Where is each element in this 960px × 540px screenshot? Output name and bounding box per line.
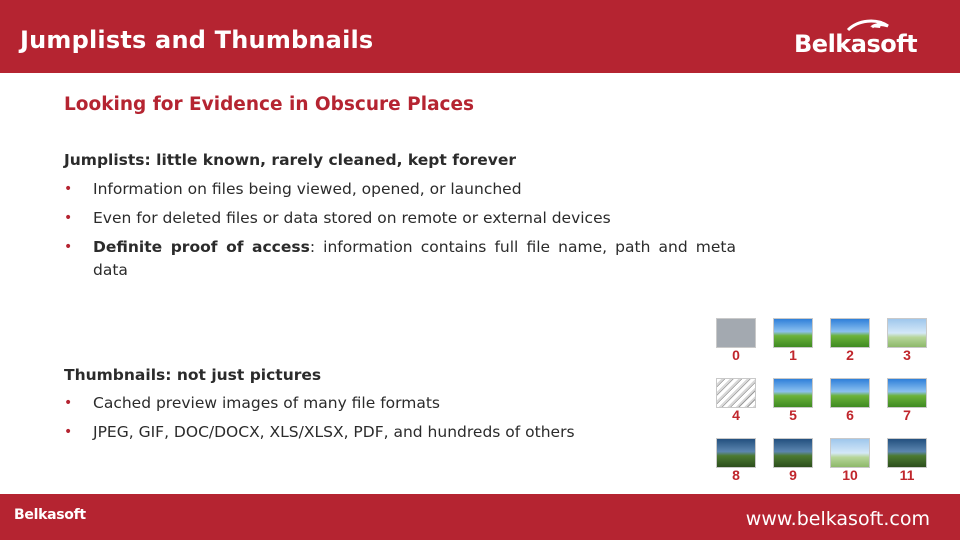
list-item xyxy=(64,207,736,230)
thumbnails-heading: Thumbnails: not just pictures xyxy=(64,366,322,384)
thumbnail-image xyxy=(887,438,927,468)
thumbnail-label: 7 xyxy=(903,407,911,423)
thumbnail-image xyxy=(716,318,756,348)
footer-bar xyxy=(0,494,960,540)
bullet-icon: • xyxy=(64,395,73,411)
bullet-bold-text: Definite proof of access xyxy=(93,238,310,256)
bullet-icon: • xyxy=(64,424,73,440)
thumbnail-image xyxy=(830,378,870,408)
header-bar xyxy=(0,0,960,73)
brand-logo xyxy=(790,18,920,62)
thumbnail-image xyxy=(830,438,870,468)
thumbnail-label: 6 xyxy=(846,407,854,423)
thumbnail-image xyxy=(716,438,756,468)
thumbnail-label: 10 xyxy=(842,467,858,483)
jumplists-heading: Jumplists: little known, rarely cleaned, kept forever xyxy=(64,151,517,169)
thumbnail-grid xyxy=(712,318,932,488)
bullet-text: Information on files being viewed, opened, or launched xyxy=(93,180,522,198)
bullet-icon: • xyxy=(64,239,73,255)
bullet-text: : information contains full file name, path and meta data xyxy=(93,238,736,279)
thumbnail-label: 11 xyxy=(899,467,915,483)
footer-brand-logo: Belkasoft xyxy=(14,507,86,523)
bullet-text: Even for deleted files or data stored on remote or external devices xyxy=(93,209,611,227)
thumbnail-label: 4 xyxy=(732,407,740,423)
thumbnail-label: 8 xyxy=(732,467,740,483)
thumbnail-image xyxy=(773,318,813,348)
bullet-text: JPEG, GIF, DOC/DOCX, XLS/XLSX, PDF, and hundreds of others xyxy=(93,423,575,441)
thumbnail-image xyxy=(773,378,813,408)
thumbnail-label: 3 xyxy=(903,347,911,363)
list-item xyxy=(64,178,736,201)
thumbnail-image xyxy=(887,318,927,348)
thumbnail-label: 1 xyxy=(789,347,797,363)
bullet-text: Cached preview images of many file formats xyxy=(93,394,440,412)
bullet-icon: • xyxy=(64,181,73,197)
section-subtitle: Looking for Evidence in Obscure Places xyxy=(64,94,475,115)
jumplists-bullet-list xyxy=(64,178,736,288)
slide-title: Jumplists and Thumbnails xyxy=(20,26,374,54)
thumbnails-bullet-list xyxy=(64,392,736,450)
website-link[interactable]: www.belkasoft.com xyxy=(745,508,930,530)
list-item xyxy=(64,236,736,282)
thumbnail-label: 5 xyxy=(789,407,797,423)
thumbnail-image xyxy=(773,438,813,468)
thumbnail-image xyxy=(716,378,756,408)
thumbnail-image xyxy=(887,378,927,408)
bullet-icon: • xyxy=(64,210,73,226)
list-item xyxy=(64,392,736,415)
thumbnail-label: 2 xyxy=(846,347,854,363)
thumbnail-label: 9 xyxy=(789,467,797,483)
thumbnail-label: 0 xyxy=(732,347,740,363)
list-item xyxy=(64,421,736,444)
brand-name: Belkasoft xyxy=(794,30,918,58)
thumbnail-image xyxy=(830,318,870,348)
